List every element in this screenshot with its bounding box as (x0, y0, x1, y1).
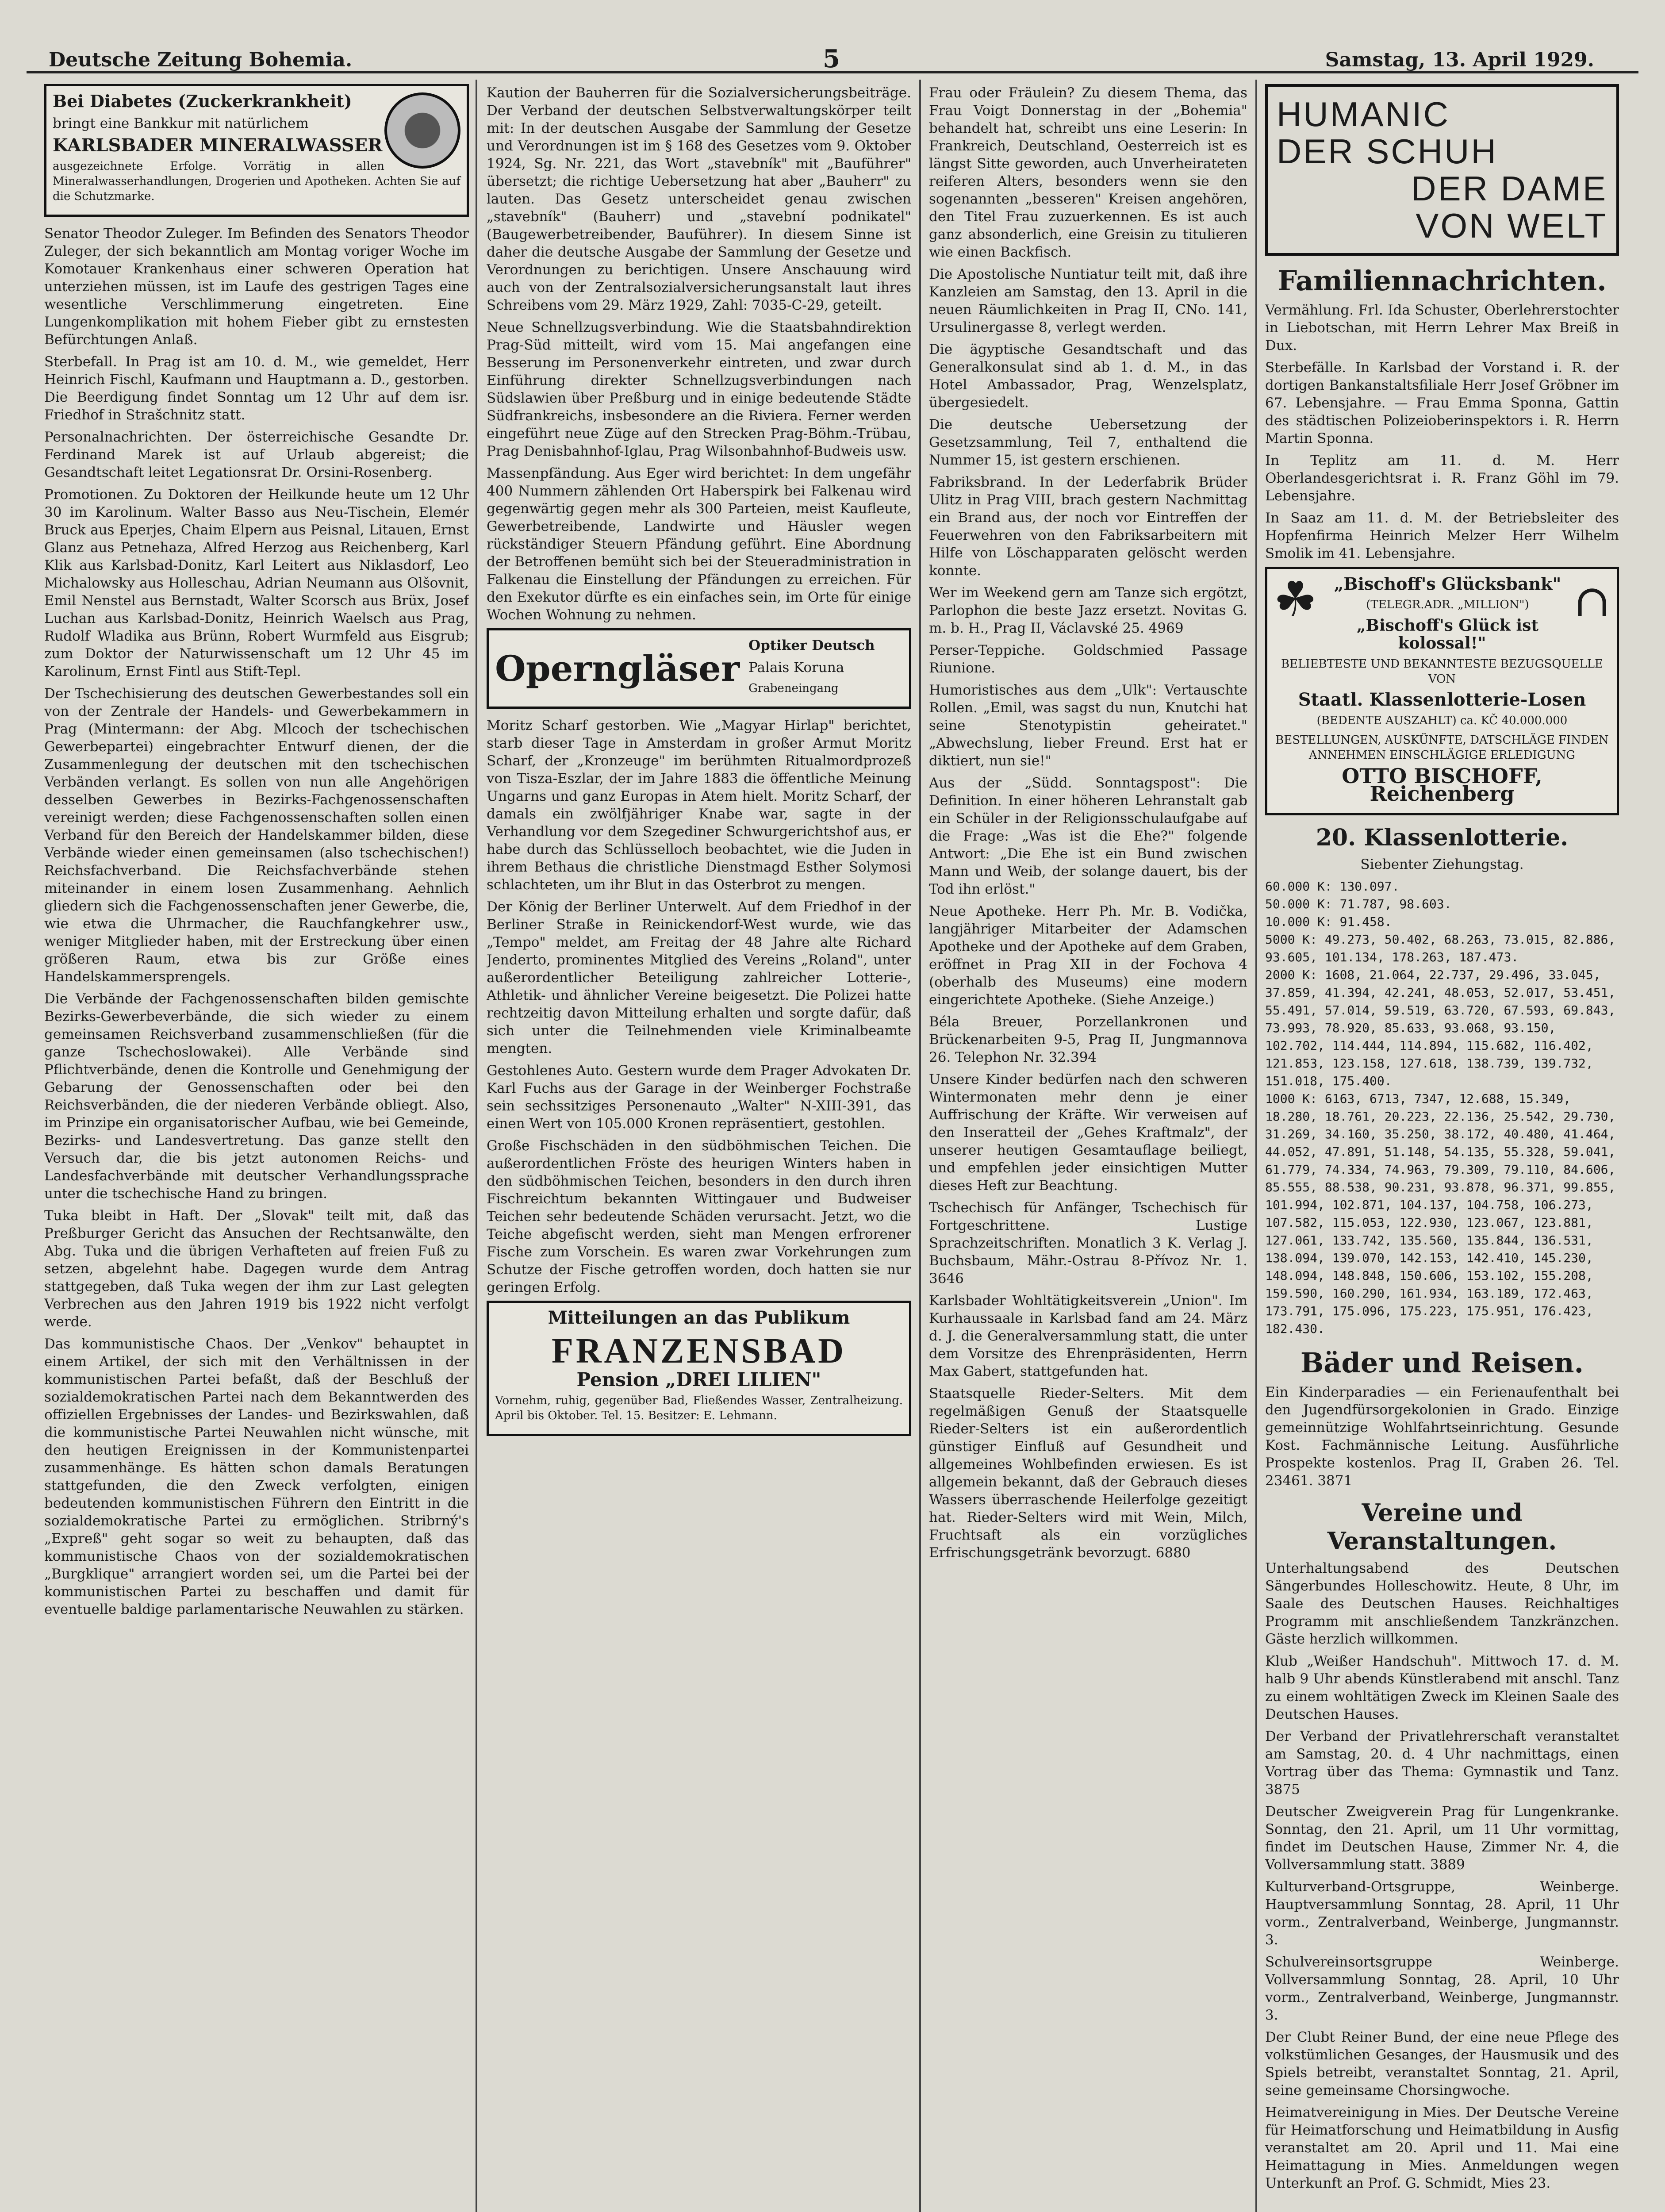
ad-line: VON WELT (1416, 206, 1607, 245)
lottery-row: 2000 K: 1608, 21.064, 22.737, 29.496, 33.045, 37.859, 41.394, 42.241, 48.053, 52.017, 53.451, 55.491, 57.014, 59.519, 63.720, 67.593, 69.843, 73.993, 78.920, 85.633, 93.068, 93.150, 102.702, 114.444, 114.894, 115.682, 116.402, 121.853, 123.158, 127.618, 138.739, 139.732, 151.018, 175.400. (1265, 968, 1616, 1088)
article-promotions: Promotionen. Zu Doktoren der Heilkunde heute um 12 Uhr 30 im Karolinum. Walter Basso aus Neu-Tischein, Elemér Bruck aus Eperjes, Chaim Elpern aus Peisnal, Litauen, Ernst Glanz aus Petnehaza, Alfred Herzog aus Reichenberg, Karl Klik aus Karlsbad-Donitz, Karl Leitert aus Niklasdorf, Leo Michalowsky aus Holleschau, Adrian Neumann aus Olšovnit, Emil Nenstel aus Bernstadt, Walter Scorsch aus Brüx, Josef Luchan aus Karlsbad-Donitz, Heinrich Waelsch aus Prag, Rudolf Wladika aus Brünn, Robert Wurmfeld aus Eisgrub; zum Doktor der Naturwissenschaft um 12 Uhr 45 im Karolinum, Ernst Fintl aus Stift-Tepl. (44, 487, 469, 680)
franzensbad-ad (487, 1301, 911, 1436)
ad-line: KARLSBADER MINERALWASSER (53, 135, 383, 156)
article-personal: Personalnachrichten. Der österreichische Gesandte Dr. Ferdinand Marek ist auf Urlaub abgereist; die Gesandtschaft leitet Legationsrat Dr. Orsini-Rosenberg. (44, 429, 469, 480)
fam-item: Vermählung. Frl. Ida Schuster, Oberlehrerstochter in Liebotschan, mit Herrn Lehrer Max Breiß in Dux. (1265, 302, 1619, 353)
article-weekend: Wer im Weekend gern am Tanze sich ergötzt, Parlophon die beste Jazz ersetzt. Novitas G. m. b. H., Prag II, Václavské 25. 4969 (929, 585, 1247, 636)
newspaper-page (27, 18, 1638, 2212)
verein-item: Schulvereinsortsgruppe Weinberge. Vollversammlung Sonntag, 28. April, 10 Uhr vorm., Zentralverband, Weinberge, Jungmannstr. 3. (1265, 1954, 1619, 2023)
clover-icon: ☘ (1274, 571, 1317, 628)
article-gesetz: Die deutsche Uebersetzung der Gesetzsammlung, Teil 7, enthaltend die Nummer 15, ist gestern erschienen. (929, 417, 1247, 468)
ad-line: (BEDENTE AUSZAHLT) ca. KČ 40.000.000 (1316, 714, 1568, 727)
article-fire: Fabriksbrand. In der Lederfabrik Brüder Ulitz in Prag VIII, brach gestern Nachmittag ein Brand aus, der noch vor Eintreffen der Feuerwehren von den Fabriksarbeitern mit Hilfe von Löschapparaten gelöscht werden konnte. (929, 474, 1247, 579)
lottery-row: 1000 K: 6163, 6713, 7347, 12.688, 15.349, 18.280, 18.761, 20.223, 22.136, 25.542, 29.730, 31.269, 34.160, 35.250, 38.172, 40.480, 41.464, 44.052, 47.891, 51.148, 54.135, 55.328, 59.041, 61.779, 74.334, 74.963, 79.309, 79.110, 84.606, 85.555, 88.538, 90.231, 93.878, 96.371, 99.855, 101.994, 102.871, 104.137, 104.758, 106.273, 107.582, 115.053, 122.930, 123.067, 123.881, 127.061, 133.742, 135.560, 135.844, 136.531, 138.094, 139.070, 142.153, 142.410, 145.230, 148.094, 148.848, 150.606, 153.102, 155.208, 159.590, 160.290, 161.934, 163.189, 172.463, 173.791, 175.096, 175.223, 175.951, 176.423, 182.430. (1265, 1091, 1616, 1336)
article-unterwelt: Der König der Berliner Unterwelt. Auf dem Friedhof in der Berliner Straße in Reinickendorf-West wurde, wie das „Tempo" meldet, am Freitag der 48 Jahre alte Richard Jenderto, prominentes Mitglied des Vereins „Roland", unter außerordentlicher Beteiligung zahlreicher Lotterie-, Athletik- und ähnlicher Vereine beigesetzt. Die Polizei hatte rechtzeitig davon Mitteilung erhalten und sorgte dafür, daß sich unter die Teilnehmenden viele Kriminalbeamte mengten. (487, 899, 911, 1056)
article-fish: Große Fischschäden in den südböhmischen Teichen. Die außerordentlichen Fröste des heurigen Winters haben in den südböhmischen Teichen, besonders in den durch ihren Fischreichtum bekannten Wittingauer und Budweiser Teichen sehr bedeutende Schäden verursacht. Jetzt, wo die Teiche abgefischt werden, sieht man Mengen erfrorener Fische zum Vorschein. Es waren zwar Vorkehrungen zum Schutze der Fische getroffen worden, doch hatten sie nur geringen Erfolg. (487, 1138, 911, 1295)
article-scharf: Moritz Scharf gestorben. Wie „Magyar Hirlap" berichtet, starb dieser Tage in Amsterdam in großer Armut Moritz Scharf, der „Kronzeuge" im berühmten Ritualmordprozeß von Tisza-Eszlar, der im Jahre 1883 die öffentliche Meinung Ungarns und ganz Europas in Atem hielt. Moritz Scharf, der damals ein zwölfjähriger Knabe war, sagte in der Verhandlung vor dem Szegediner Schwurgerichtshof aus, er habe durch das Schlüsselloch beobachtet, wie die Juden in ihrem Bethaus die christliche Dienstmagd Esther Solymosi schlachteten, um ihr Blut in das Osterbrot zu mengen. (487, 718, 911, 893)
ad-line: (TELEGR.ADR. „MILLION") (1366, 598, 1529, 611)
column-divider (919, 80, 921, 2212)
ad-line: BELIEBTESTE UND BEKANNTESTE BEZUGSQUELLE VON (1281, 657, 1603, 686)
verein-item: Der Verband der Privatlehrerschaft veranstaltet am Samstag, 20. d. 4 Uhr nachmittags, einen Vortrag über das Thema: Gymnastik und Tanz. 3875 (1265, 1728, 1619, 1797)
article-pfaendung: Massenpfändung. Aus Eger wird berichtet: In dem ungefähr 400 Nummern zählenden Ort Haberspirk bei Falkenau wird gegenwärtig gegen mehr als 300 Parteien, meist Kaufleute, Gewerbetreibende, Landwirte und Häusler wegen rückständiger Steuern Pfändung geführt. Eine Abordnung der Betroffenen bemüht sich bei der Steueradministration in Falkenau die Einstellung der Pfändungen zu erreichen. Für den Exekutor dürfte es ein einfaches sein, im Orte für einige Wochen Wohnung zu nehmen. (487, 465, 911, 623)
article-perser: Perser-Teppiche. Goldschmied Passage Riunione. (929, 642, 1247, 676)
ad-line: „Bischoff's Glücksbank" (1334, 574, 1561, 594)
ad-line: OTTO BISCHOFF, Reichenberg (1342, 764, 1542, 806)
verein-item: Deutscher Zweigverein Prag für Lungenkranke. Sonntag, den 21. April, um 11 Uhr vormittag, findet im Deutschen Hause, Zimmer Nr. 4, die Vollversammlung statt. 3889 (1265, 1804, 1619, 1873)
humanic-ad (1265, 84, 1619, 256)
ad-headline: Operngläser (495, 648, 740, 689)
mineral-water-ad (44, 84, 469, 217)
ad-line: Staatl. Klassenlotterie-Losen (1298, 689, 1586, 710)
ad-line: Mitteilungen an das Publikum (548, 1307, 850, 1328)
column-2 (487, 84, 911, 2212)
ad-line: Pension „DREI LILIEN" (576, 1369, 821, 1390)
newspaper-name: Deutsche Zeitung Bohemia. (49, 49, 353, 71)
ad-line: Optiker Deutsch (748, 637, 875, 653)
column-1 (44, 84, 469, 2212)
page-number: 5 (823, 44, 840, 73)
article-communist: Das kommunistische Chaos. Der „Venkov" behauptet in einem Artikel, der sich mit den Verhältnissen in der kommunistischen Partei befaßt, daß der Beschluß der sozialdemokratischen Partei nach dem Bekanntwerden des offiziellen Ergebnisses der Landes- und Bezirkswahlen, daß die kommunistische Partei Neuwahlen nicht wünsche, mit den heutigen Ereignissen in der Kommunistenpartei zusammenhänge. Es hätten schon damals Beratungen stattgefunden, die den Zweck verfolgten, einigen bedeutenden kommunistischen Führern den Eintritt in die sozialdemokratische Partei zu ermöglichen. Stribrný's „Expreß" geht sogar so weit zu behaupten, daß das kommunistische Chaos von der sozialdemokratischen „Burgklique" arrangiert worden sei, um die Partei bei der kommunistischen Partei zu beschaffen und damit für eventuelle baldige parlamentarische Neuwahlen zu stärken. (44, 1336, 469, 1617)
ad-line: DER SCHUH (1277, 132, 1498, 171)
ad-line: Vornehm, ruhig, gegenüber Bad, Fließendes Wasser, Zentralheizung. April bis Oktober. Tel. 15. Besitzer: E. Lehmann. (495, 1394, 903, 1422)
issue-date: Samstag, 13. April 1929. (1325, 49, 1594, 71)
article-selters: Staatsquelle Rieder-Selters. Mit dem regelmäßigen Genuß der Staatsquelle Rieder-Selters ist ein außerordentlich günstiger Einfluß auf Gesundheit und allgemeines Wohlbefinden erwiesen. Es ist allgemein bekannt, daß der Gebrauch dieses Wassers überraschende Heilerfolge gezeitigt hat. Rieder-Selters wird mit Wein, Milch, Fruchtsaft als ein vorzügliches Erfrischungsgetränk bevorzugt. 6880 (929, 1386, 1247, 1561)
article-trade-cont: Die Verbände der Fachgenossenschaften bilden gemischte Bezirks-Gewerbeverbände, die sich wieder zu einem gemeinsamen Reichsverband zusammenschließen (für die ganze Tschechoslowakei). Alle Verbände sind Pflichtverbände, denen die Kontrolle und Genehmigung der Gebarung der Genossenschaften oder bei den Reichsverbänden, die der niederen Verbände obliegt. Also, im Prinzipe ein organisatorischer Aufbau, wie bei Gemeinde, Bezirks- und Landesvertretung. Das ganze stellt den Versuch dar, die bis jetzt autonomen Reichs- und Landesfachverbände mit deutscher Verhandlungssprache unter die tschechische Hand zu bringen. (44, 991, 469, 1202)
ad-line: „Bischoff's Glück ist kolossal!" (1356, 616, 1538, 653)
lottery-row: 10.000 K: 91.458. (1265, 914, 1392, 929)
verein-item: Kulturverband-Ortsgruppe, Weinberge. Hauptversammlung Sonntag, 28. April, 11 Uhr vorm., Zentralverband, Weinberge, Jungmannstr. 3. (1265, 1879, 1619, 1948)
article-definition: Aus der „Südd. Sonntagspost": Die Definition. In einer höheren Lehranstalt gab ein Schüler in der Religionsschulaufgabe auf die Frage: „Was ist die Ehe?" folgende Antwort: „Die Ehe ist ein Bund zwischen Mann und Weib, der solange dauert, bis der Tod ihn erlöst." (929, 775, 1247, 897)
article-breuer: Béla Breuer, Porzellankronen und Brückenarbeiten 9-5, Prag II, Jungmannova 26. Telephon Nr. 32.394 (929, 1014, 1247, 1065)
article-tschechisch: Tschechisch für Anfänger, Tschechisch für Fortgeschrittene. Lustige Sprachzeitschriften. Monatlich 3 K. Verlag J. Buchsbaum, Mähr.-Ostrau 8-Přívoz Nr. 1. 3646 (929, 1200, 1247, 1286)
article-kinder: Unsere Kinder bedürfen nach den schweren Wintermonaten mehr denn je einer Auffrischung der Kräfte. Wir verweisen auf den Inseratteil der „Gehes Kraftmalz", der unserer heutigen Gesamtauflage beiliegt, und empfehlen jeder einsichtigen Mutter dieses Heft zur Beachtung. (929, 1071, 1247, 1194)
article-trade: Der Tschechisierung des deutschen Gewerbestandes soll ein von der Zentrale der Handels- und Gewerbekammern in Prag (Mintermann: der Abg. Mlcoch der tschechischen Gewerbepartei) eingebrachter Entwurf dienen, der die Zusammenlegung der deutschen mit den tschechischen Verbänden verlangt. Es sollen von nun alle Angehörigen desselben Gewerbes in Bezirks-Fachgenossenschaften vereinigt werden; diese Fachgenossenschaften sollen einen Verband für den Bereich der Handelskammer bilden, diese Verbände wieder einen gemeinsamen (also tschechischen!) Reichsfachverband. Die Reichsfachverbände stehen miteinander in einem losen Zusammenhang. Aehnlich gliedern sich die Fachgenossenschaften jener Gewerbe, die, wie etwa die Uhrmacher, die Rauchfangkehrer usw., weniger Mitglieder haben, mit der Erstreckung über einen größeren Raum, etwa bis zur Größe eines Handelskammersprengels. (44, 686, 469, 985)
page-header (27, 18, 1638, 73)
article-egypt: Die ägyptische Gesandtschaft und das Generalkonsulat sind ab 1. d. M., in das Hotel Ambassador, Prag, Wenzelsplatz, übergesiedelt. (929, 342, 1247, 411)
lottery-row: 5000 K: 49.273, 50.402, 68.263, 73.015, 82.886, 93.605, 101.134, 178.263, 187.473. (1265, 932, 1616, 964)
article-frau: Frau oder Fräulein? Zu diesem Thema, das Frau Voigt Donnerstag in der „Bohemia" behandelt hat, schreibt uns eine Leserin: In Frankreich, Deutschland, Oesterreich ist es längst Sitte geworden, auch Unverheirateten reiferen Alters, besonders wenn sie den sogenannten „besseren" Kreisen angehören, den Titel Frau zuzuerkennen. Es ist auch ganz absonderlich, eine Greisin zu titulieren wie einen Backfisch. (929, 85, 1247, 260)
article-apotheke: Neue Apotheke. Herr Ph. Mr. B. Vodička, langjähriger Mitarbeiter der Adamschen Apotheke und der Apotheke auf dem Graben, eröffnet in Prag XII in der Fochova 4 (oberhalb des Museums) eine modern eingerichtete Apotheke. (Siehe Anzeige.) (929, 903, 1247, 1008)
ad-headline: FRANZENSBAD (551, 1332, 847, 1371)
section-heading: Familiennachrichten. (1278, 265, 1607, 297)
fam-item: Sterbefälle. In Karlsbad der Vorstand i. R. der dortigen Bankanstaltsfiliale Herr Josef Gröbner im 67. Lebensjahre. — Frau Emma Sponna, Gattin des städtischen Polizeioberinspektors i. R. Herrn Martin Sponna. (1265, 360, 1619, 446)
article-humor: Humoristisches aus dem „Ulk": Vertauschte Rollen. „Emil, was sagst du nun, Knutchi hat seine Stenotypistin geheiratet." „Abwechslung, lieber Freund. Erst hat er diktiert, nun sie!" (929, 682, 1247, 769)
article-nuntiatur: Die Apostolische Nuntiatur teilt mit, daß ihre Kanzleien am Samstag, den 13. April in die neuen Räumlichkeiten in Prag II, CNo. 141, Ursulinergasse 8, verlegt werden. (929, 266, 1247, 335)
fam-item: In Teplitz am 11. d. M. Herr Oberlandesgerichtsrat i. R. Franz Göhl im 79. Lebensjahre. (1265, 453, 1619, 504)
column-3 (929, 84, 1247, 2212)
section-subheading: Siebenter Ziehungstag. (1360, 856, 1524, 872)
trademark-seal-icon (384, 92, 460, 169)
ad-line: ausgezeichnete Erfolge. Vorrätig in allen Mineralwasserhandlungen, Drogerien und Apotheken. Achten Sie auf die Schutzmarke. (53, 160, 460, 203)
lottery-results (1265, 878, 1619, 1338)
ad-line: Grabeneingang (748, 682, 839, 695)
horseshoe-icon: ∩ (1573, 575, 1611, 627)
verein-item: Unterhaltungsabend des Deutschen Sängerbundes Holleschowitz. Heute, 8 Uhr, im Saale des Deutschen Hauses. Reichhaltiges Programm mit anschließendem Tanzkränzchen. Gäste herzlich willkommen. (1265, 1560, 1619, 1647)
ad-line: DER DAME (1411, 169, 1607, 208)
column-divider (1255, 80, 1257, 2212)
lottery-row: 60.000 K: 130.097. (1265, 879, 1400, 894)
ad-line: BESTELLUNGEN, AUSKÜNFTE, DATSCHLÄGE FINDEN ANNEHMEN EINSCHLÄGIGE ERLEDIGUNG (1275, 733, 1609, 762)
column-divider (476, 80, 477, 2212)
fam-item: In Saaz am 11. d. M. der Betriebsleiter des Hopfenfirma Heinrich Melzer Herr Wilhelm Smolik im 41. Lebensjahre. (1265, 510, 1619, 561)
verein-item: Heimatvereinigung in Mies. Der Deutsche Vereine für Heimatforschung und Heimatbildung in Ausfig veranstaltet am 20. April und 11. Mai eine Heimattagung in Mies. Anmeldungen wegen Unterkunft an Prof. G. Schmidt, Mies 23. (1265, 2104, 1619, 2191)
opera-glasses-ad (487, 628, 911, 709)
section-heading: Vereine und Veranstaltungen. (1327, 1498, 1557, 1555)
ad-line: Palais Koruna (748, 660, 844, 676)
baeder-item: Ein Kinderparadies — ein Ferienaufenthalt bei den Jugendfürsorgekolonien in Grado. Einzige gemeinnützige Wohlfahrtseinrichtung. Gesunde Kost. Fachmännische Leitung. Ausführliche Prospekte kostenlos. Prag II, Graben 26. Tel. 23461. 3871 (1265, 1384, 1619, 1489)
article-kaution: Kaution der Bauherren für die Sozialversicherungsbeiträge. Der Verband der deutschen Selbstverwaltungskörper teilt mit: In der deutschen Ausgabe der Sammlung der Gesetze und Verordnungen ist im § 168 des Gesetzes vom 9. Oktober 1924, Sg. Nr. 221, das Wort „stavebník" mit „Bauführer" übersetzt; die richtige Uebersetzung hat aber „Bauherr" zu lauten. Das Gesetz unterscheidet genau zwischen „stavebník" (Bauherr) und „stavební podnikatel" (Baugewerbetreibender, Bauführer). In diesem Sinne ist daher die deutsche Ausgabe der Sammlung der Gesetze und Verordnungen zu berichtigen. Unsere Anschauung wird auch von der Zentralsozialversicherungsanstalt laut ihres Schreibens vom 29. März 1929, Zahl: 7035-C-29, geteilt. (487, 85, 911, 313)
article-union: Karlsbader Wohltätigkeitsverein „Union". Im Kurhaussaale in Karlsbad fand am 24. März d. J. die Generalversammlung statt, die unter dem Vorsitze des Ehrenpräsidenten, Herrn Max Gabert, stattgefunden hat. (929, 1293, 1247, 1379)
verein-item: Der Clubt Reiner Bund, der eine neue Pflege des volkstümlichen Gesanges, der Hausmusik und des Spiels betreibt, veranstaltet Sonntag, 21. April, seine gemeinsame Chorsingwoche. (1265, 2029, 1619, 2098)
ad-line: bringt eine Bankkur mit natürlichem (53, 115, 309, 131)
article-auto: Gestohlenes Auto. Gestern wurde dem Prager Advokaten Dr. Karl Fuchs aus der Garage in der Weinberger Fochstraße sein sechssitziges Personenauto „Walter" N-XIII-391, das einen Wert von 105.000 Kronen repräsentiert, gestohlen. (487, 1063, 911, 1132)
article-schnellzug: Neue Schnellzugsverbindung. Wie die Staatsbahndirektion Prag-Süd mitteilt, wird vom 15. Mai angefangen eine Besserung im Personenverkehr eintreten, und zwar durch Einführung direkter Schnellzugsverbindungen nach Südslawien über Preßburg und in einige bedeutende Städte Südfrankreichs, insbesondere an die Riviera. Ferner werden eingeführt neue Züge auf den Strecken Prag-Böhm.-Trübau, Prag Denisbahnhof-Iglau, Prag Wilsonbahnhof-Budweis usw. (487, 319, 911, 459)
ad-line: Bei Diabetes (Zuckerkrankheit) (53, 91, 352, 111)
section-heading: Bäder und Reisen. (1300, 1347, 1584, 1379)
lottery-row: 50.000 K: 71.787, 98.603. (1265, 897, 1452, 911)
ad-line: HUMANIC (1277, 95, 1450, 134)
bischoff-ad (1265, 567, 1619, 815)
verein-item: Klub „Weißer Handschuh". Mittwoch 17. d. M. halb 9 Uhr abends Künstlerabend mit anschl. Tanz zu einem wohltätigen Zweck im Kleinen Saale des Deutschen Hauses. (1265, 1653, 1619, 1722)
article-death: Sterbefall. In Prag ist am 10. d. M., wie gemeldet, Herr Heinrich Fischl, Kaufmann und Hauptmann a. D., gestorben. Die Beerdigung findet Sonntag um 12 Uhr auf dem isr. Friedhof in Strašchnitz statt. (44, 354, 469, 423)
column-4 (1265, 84, 1619, 2212)
section-heading: 20. Klassenlotterie. (1316, 824, 1569, 851)
article-tuka: Tuka bleibt in Haft. Der „Slovak" teilt mit, daß das Preßburger Gericht das Ansuchen der Rechtsanwälte, den Abg. Tuka und die übrigen Verhafteten auf freien Fuß zu setzen, abgelehnt habe. Dagegen wurde dem Antrag stattgegeben, daß Tuka wegen der ihm zur Last gelegten Verbrechen aus den Jahren 1919 bis 1922 nicht verfolgt werde. (44, 1208, 469, 1330)
article-zuleger: Senator Theodor Zuleger. Im Befinden des Senators Theodor Zuleger, der sich bekanntlich am Montag voriger Woche im Komotauer Krankenhaus einer schweren Operation hat unterziehen müssen, ist im Laufe des gestrigen Tages eine wesentliche Verschlimmerung eingetreten. Eine Lungenkomplikation mit hohem Fieber gibt zu ernstesten Befürchtungen Anlaß. (44, 226, 469, 348)
